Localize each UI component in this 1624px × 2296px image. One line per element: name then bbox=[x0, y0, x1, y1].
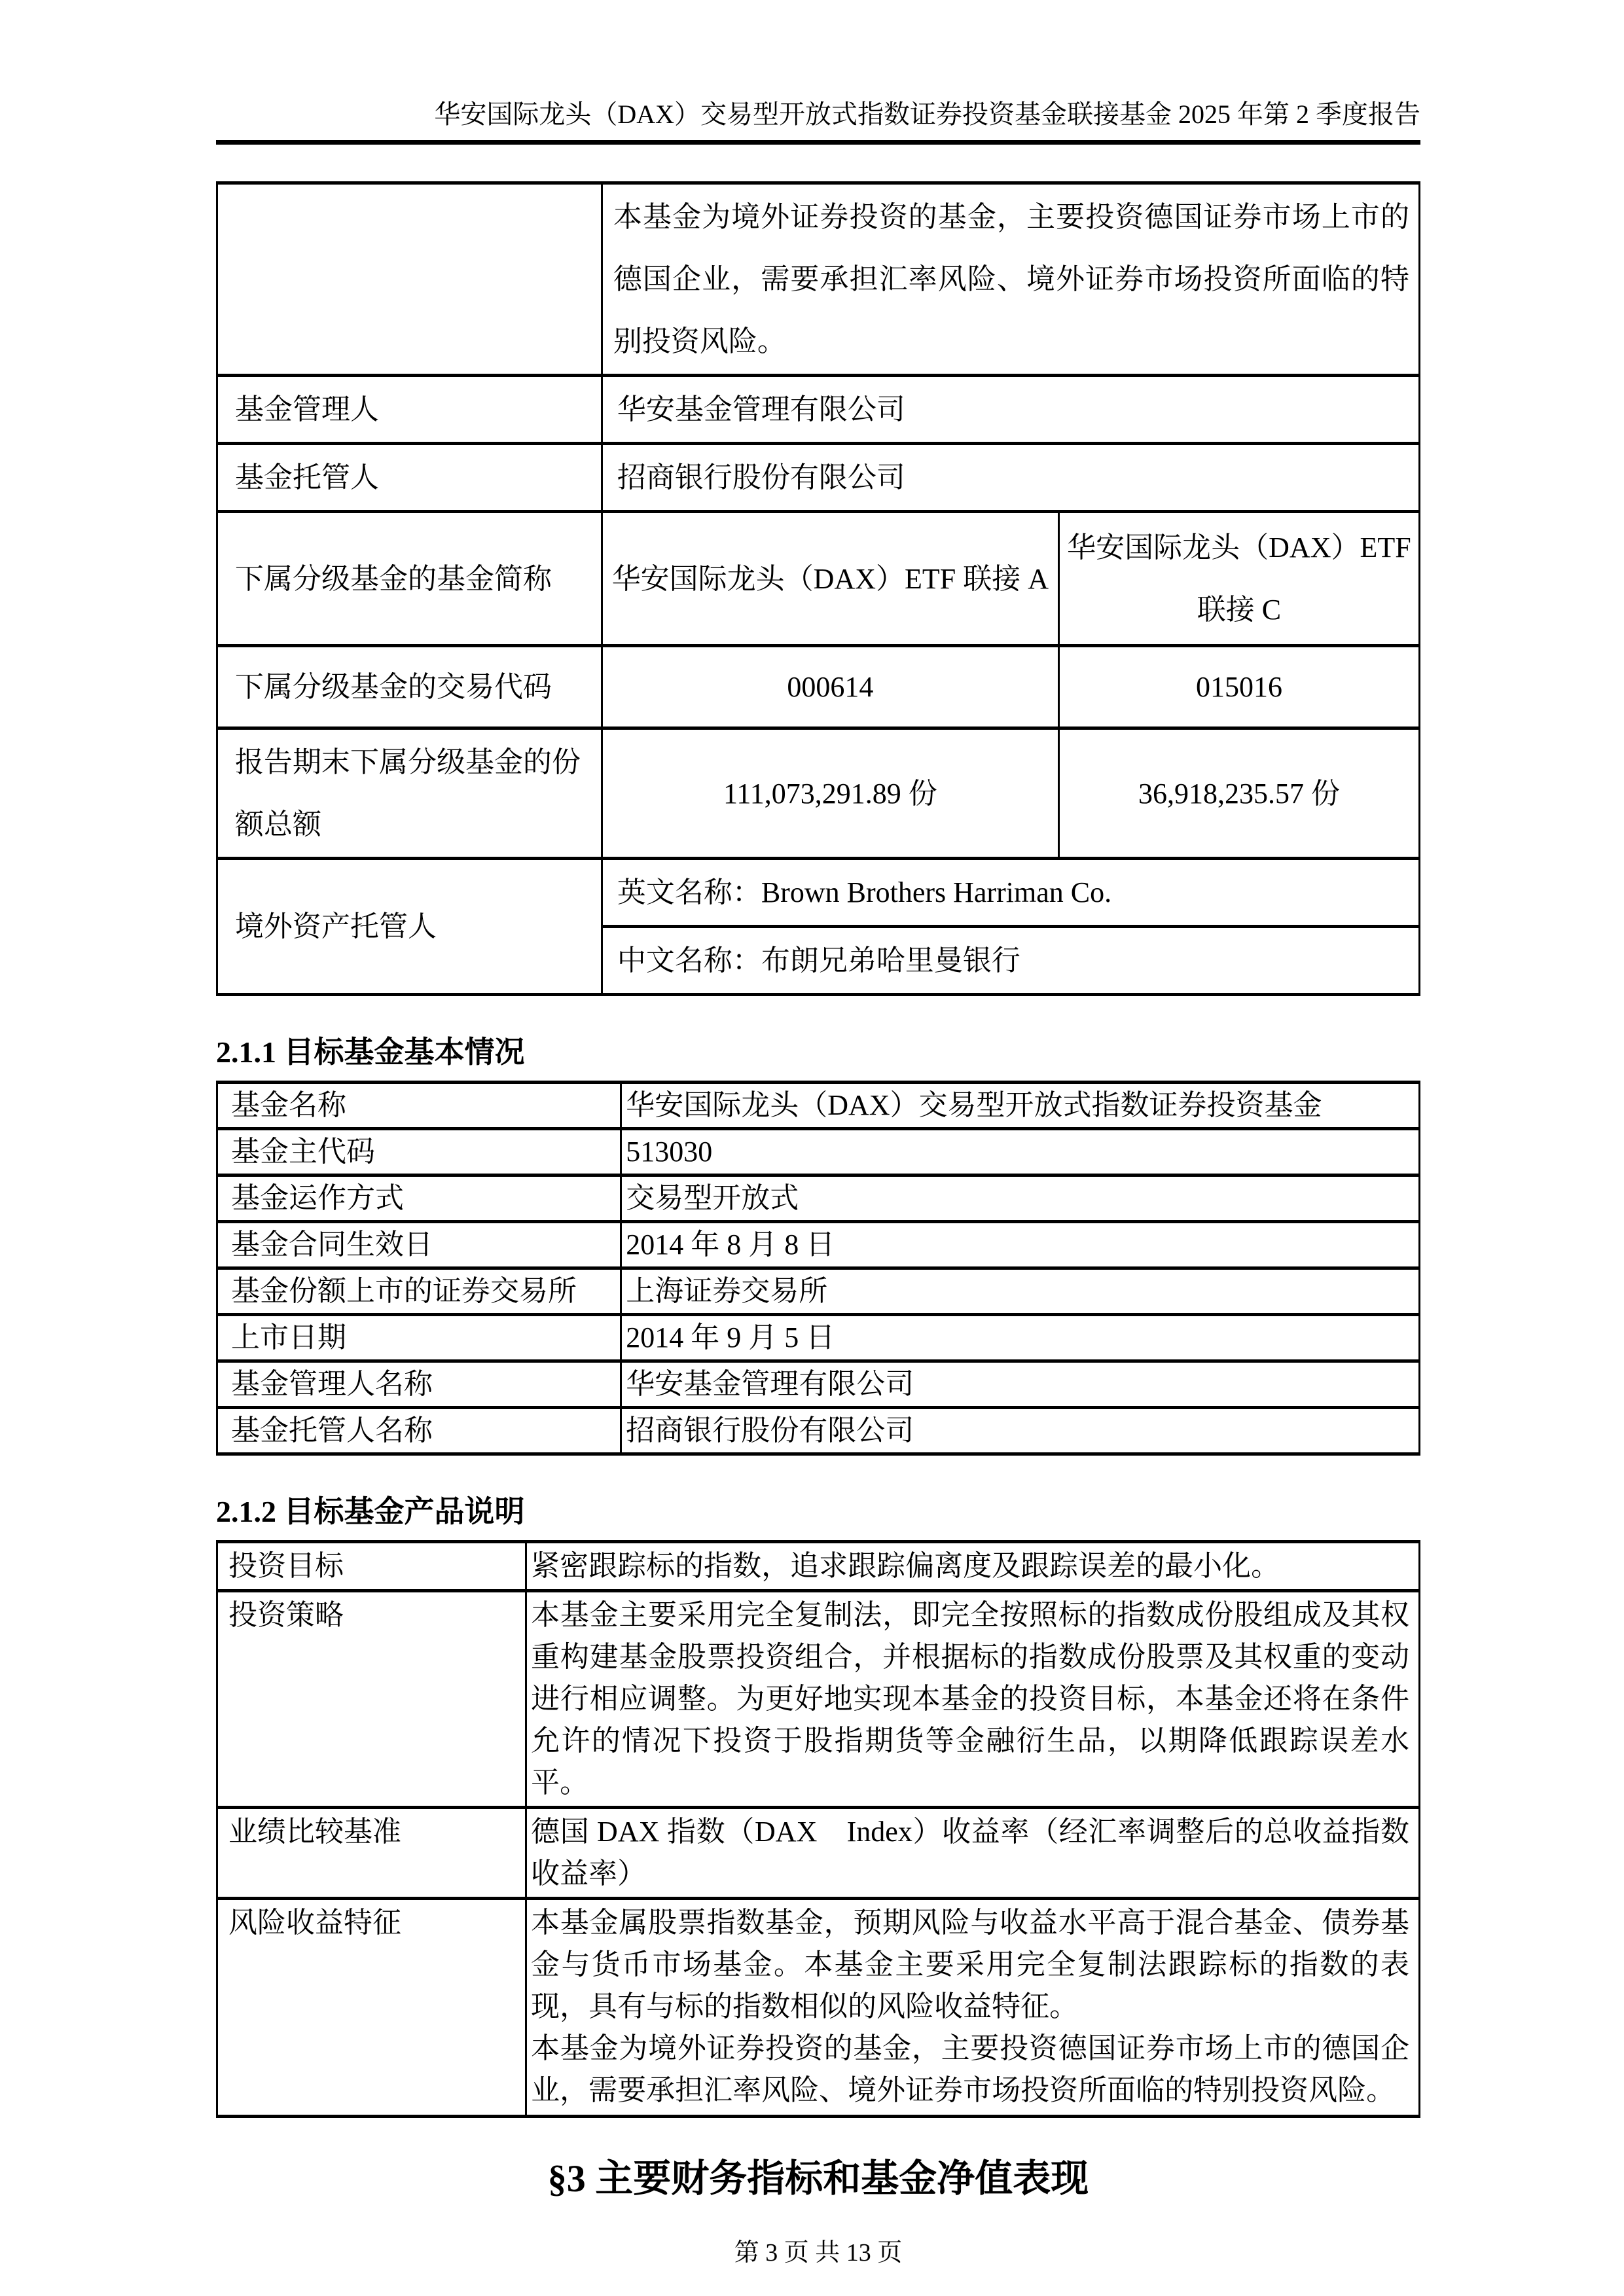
fund-operation-mode-value-cell: 交易型开放式 bbox=[621, 1175, 1420, 1222]
section-3-heading: §3 主要财务指标和基金净值表现 bbox=[547, 2157, 1089, 2200]
risk-note-cell: 本基金为境外证券投资的基金，主要投资德国证券市场上市的德国企业，需要承担汇率风险、境外证券市场投资所面临的特别投资风险。 bbox=[602, 183, 1419, 376]
fund-main-code-label-cell: 基金主代码 bbox=[217, 1129, 621, 1175]
fund-name-value-cell: 华安国际龙头（DAX）交易型开放式指数证券投资基金 bbox=[621, 1083, 1420, 1129]
page-content bbox=[216, 0, 1420, 2268]
risk-return-profile-value-cell bbox=[526, 1899, 1420, 2117]
sub-fund-codes-label-cell: 下属分级基金的交易代码 bbox=[217, 646, 602, 728]
investment-objective-label-cell: 投资目标 bbox=[217, 1542, 526, 1591]
sub-fund-name-c-cell: 华安国际龙头（DAX）ETF 联接 C bbox=[1058, 512, 1419, 646]
sub-fund-names-label-cell: 下属分级基金的基金简称 bbox=[217, 512, 602, 646]
sub-fund-code-c-cell: 015016 bbox=[1058, 646, 1419, 728]
target-fund-basic-info-table bbox=[216, 1081, 1420, 1456]
table-row bbox=[217, 1808, 1420, 1899]
table-row bbox=[217, 646, 1420, 728]
listing-exchange-value-cell: 上海证券交易所 bbox=[621, 1268, 1420, 1315]
table-row bbox=[217, 1361, 1420, 1408]
overseas-custodian-label-cell: 境外资产托管人 bbox=[217, 859, 602, 995]
risk-return-paragraph-1: 本基金属股票指数基金，预期风险与收益水平高于混合基金、债券基金与货币市场基金。本基金主要采用完全复制法跟踪标的指数的表现，具有与标的指数相似的风险收益特征。 bbox=[531, 1907, 1409, 2023]
manager-name-value-cell: 华安基金管理有限公司 bbox=[621, 1361, 1420, 1408]
sub-fund-name-a-cell: 华安国际龙头（DAX）ETF 联接 A bbox=[602, 512, 1058, 646]
risk-return-paragraph-2: 本基金为境外证券投资的基金，主要投资德国证券市场上市的德国企业，需要承担汇率风险、境外证券市场投资所面临的特别投资风险。 bbox=[531, 2032, 1409, 2107]
table-row bbox=[217, 1083, 1420, 1129]
benchmark-label-cell: 业绩比较基准 bbox=[217, 1808, 526, 1899]
table-row bbox=[217, 1175, 1420, 1222]
investment-objective-value-cell: 紧密跟踪标的指数，追求跟踪偏离度及跟踪误差的最小化。 bbox=[526, 1542, 1420, 1591]
table-row bbox=[217, 1591, 1420, 1808]
table-row bbox=[217, 1129, 1420, 1175]
fund-name-label-cell: 基金名称 bbox=[217, 1083, 621, 1129]
table-row bbox=[217, 1315, 1420, 1361]
target-fund-product-description-table bbox=[216, 1540, 1420, 2118]
table-row bbox=[217, 1542, 1420, 1591]
fund-main-code-value-cell: 513030 bbox=[621, 1129, 1420, 1175]
listing-date-label-cell: 上市日期 bbox=[217, 1315, 621, 1361]
table-row bbox=[217, 1268, 1420, 1315]
table-row bbox=[217, 376, 1420, 444]
sub-fund-shares-c-cell: 36,918,235.57 份 bbox=[1058, 728, 1419, 859]
listing-exchange-label-cell: 基金份额上市的证券交易所 bbox=[217, 1268, 621, 1315]
benchmark-value-cell: 德国 DAX 指数（DAX Index）收益率（经汇率调整后的总收益指数收益率） bbox=[526, 1808, 1420, 1899]
table-row bbox=[217, 444, 1420, 512]
section-heading-2-1-1: 2.1.1 目标基金基本情况 bbox=[216, 1035, 525, 1069]
report-title-header: 华安国际龙头（DAX）交易型开放式指数证券投资基金联接基金 2025 年第 2 季度报告 bbox=[434, 99, 1420, 129]
overseas-custodian-en-cell: 英文名称：Brown Brothers Harriman Co. bbox=[602, 859, 1419, 927]
investment-strategy-label-cell: 投资策略 bbox=[217, 1591, 526, 1808]
sub-fund-shares-a-cell: 111,073,291.89 份 bbox=[602, 728, 1058, 859]
page-header bbox=[216, 0, 1420, 145]
table-row bbox=[217, 183, 1420, 376]
page-footer: 第 3 页 共 13 页 bbox=[734, 2238, 903, 2267]
table-row bbox=[217, 1408, 1420, 1454]
contract-effective-date-value-cell: 2014 年 8 月 8 日 bbox=[621, 1222, 1420, 1268]
risk-return-profile-label-cell: 风险收益特征 bbox=[217, 1899, 526, 2117]
risk-note-label-cell-empty bbox=[217, 183, 602, 376]
section-heading-2-1-2: 2.1.2 目标基金产品说明 bbox=[216, 1495, 525, 1529]
overseas-custodian-zh-cell: 中文名称：布朗兄弟哈里曼银行 bbox=[602, 927, 1419, 995]
manager-name-label-cell: 基金管理人名称 bbox=[217, 1361, 621, 1408]
fund-operation-mode-label-cell: 基金运作方式 bbox=[217, 1175, 621, 1222]
linked-fund-overview-table bbox=[216, 181, 1420, 996]
manager-value-cell: 华安基金管理有限公司 bbox=[602, 376, 1419, 444]
table-row bbox=[217, 1899, 1420, 2117]
sub-fund-code-a-cell: 000614 bbox=[602, 646, 1058, 728]
contract-effective-date-label-cell: 基金合同生效日 bbox=[217, 1222, 621, 1268]
custodian-name-label-cell: 基金托管人名称 bbox=[217, 1408, 621, 1454]
custodian-value-cell: 招商银行股份有限公司 bbox=[602, 444, 1419, 512]
manager-label-cell: 基金管理人 bbox=[217, 376, 602, 444]
table-row bbox=[217, 512, 1420, 646]
table-row bbox=[217, 859, 1420, 927]
custodian-label-cell: 基金托管人 bbox=[217, 444, 602, 512]
table-row bbox=[217, 1222, 1420, 1268]
custodian-name-value-cell: 招商银行股份有限公司 bbox=[621, 1408, 1420, 1454]
investment-strategy-value-cell: 本基金主要采用完全复制法，即完全按照标的指数成份股组成及其权重构建基金股票投资组合，并根据标的指数成份股票及其权重的变动进行相应调整。为更好地实现本基金的投资目标，本基金还将在条件允许的情况下投资于股指期货等金融衍生品，以期降低跟踪误差水平。 bbox=[526, 1591, 1420, 1808]
sub-fund-shares-label-cell: 报告期末下属分级基金的份额总额 bbox=[217, 728, 602, 859]
table-row bbox=[217, 728, 1420, 859]
listing-date-value-cell: 2014 年 9 月 5 日 bbox=[621, 1315, 1420, 1361]
